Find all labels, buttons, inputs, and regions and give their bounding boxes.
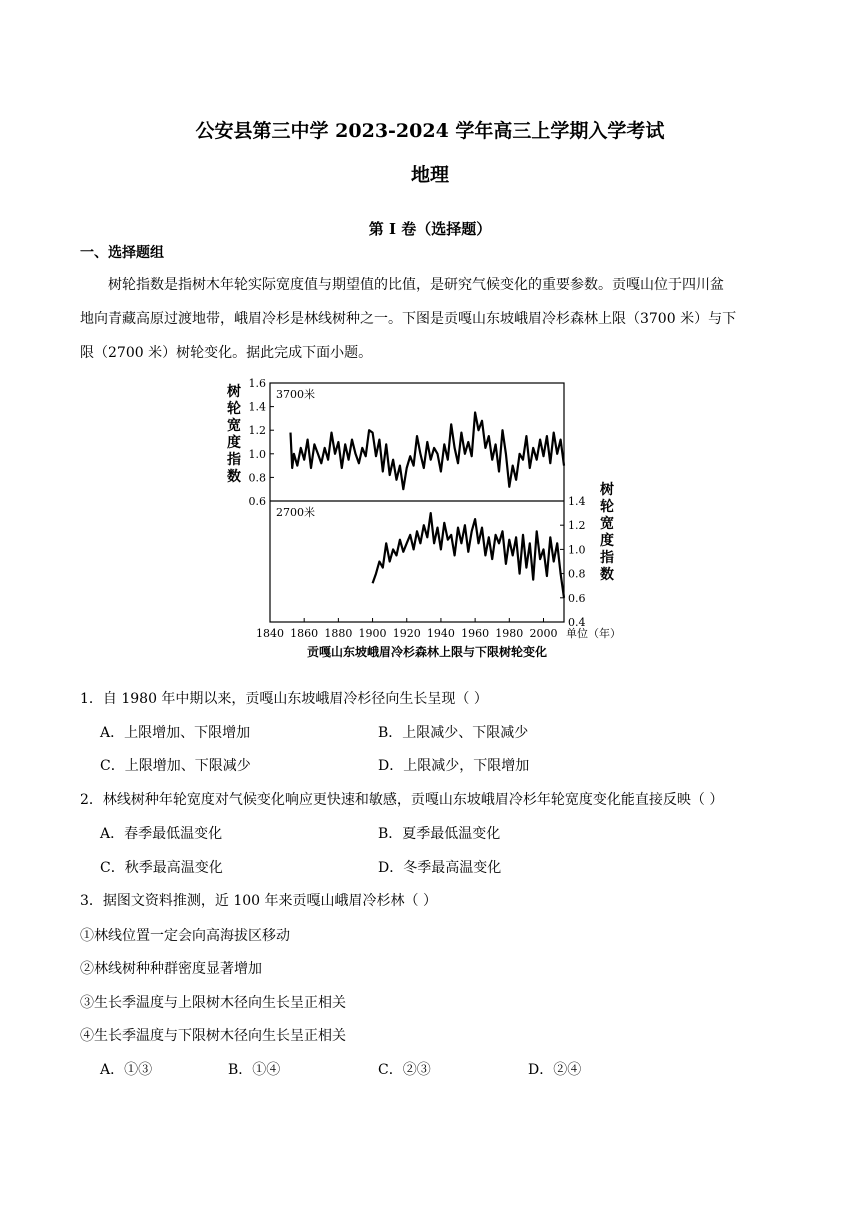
bottom-y-tick-label: 0.4	[568, 616, 586, 629]
question-2-stem: 2．林线树种年轮宽度对气候变化响应更快速和敏感，贡嘎山东坡峨眉冷杉年轮宽度变化能直接反映（ ）	[80, 792, 724, 808]
exam-title: 公安县第三中学 2023-2024 学年高三上学期入学考试	[195, 120, 665, 142]
x-tick-label: 1940	[426, 627, 455, 640]
question-1-stem: 1．自 1980 年中期以来，贡嘎山东坡峨眉冷杉径向生长呈现（ ）	[80, 691, 488, 707]
series-line-lower-limit	[373, 513, 564, 598]
x-tick-label: 1880	[324, 627, 353, 640]
top-y-tick-label: 1.6	[248, 377, 266, 390]
x-tick-label: 1960	[461, 627, 490, 640]
x-tick-label: 1900	[358, 627, 387, 640]
q1-option-b[interactable]: B．上限减少、下限减少	[378, 725, 529, 741]
x-tick-label: 1860	[290, 627, 319, 640]
question-group-heading: 一、选择题组	[80, 245, 164, 261]
question-3-stem: 3．据图文资料推测，近 100 年来贡嘎山峨眉冷杉林（ ）	[80, 893, 437, 909]
bottom-y-tick-label: 1.0	[568, 543, 586, 557]
x-unit-label: 单位（年）	[566, 627, 621, 640]
left-y-axis-title: 树轮宽度指数	[227, 384, 241, 485]
q2-option-a[interactable]: A．春季最低温变化	[100, 826, 223, 842]
passage-line: 地向青藏高原过渡地带，峨眉冷杉是林线树种之一。下图是贡嘎山东坡峨眉冷杉森林上限（3700 米）与下	[80, 311, 737, 327]
x-tick-label: 1920	[392, 627, 421, 640]
right-y-axis-title: 树轮宽度指数	[600, 482, 614, 583]
bottom-y-tick-label: 0.8	[568, 567, 586, 581]
plot-frame	[270, 383, 564, 622]
q3-option-b[interactable]: B．①④	[228, 1062, 281, 1078]
top-y-tick-label: 1.0	[248, 447, 266, 461]
top-panel-label: 3700米	[276, 388, 315, 401]
x-tick-label: 2000	[529, 627, 558, 640]
q1-option-d[interactable]: D．上限减少，下限增加	[378, 758, 530, 774]
x-tick-label: 1980	[495, 627, 524, 640]
q1-option-c[interactable]: C．上限增加、下限减少	[100, 758, 251, 774]
series-line-upper-limit	[291, 413, 565, 490]
figure-caption: 贡嘎山东坡峨眉冷杉森林上限与下限树轮变化	[306, 645, 548, 659]
q3-item-3: ③生长季温度与上限树木径向生长呈正相关	[80, 995, 346, 1011]
x-tick-label: 1840	[256, 627, 284, 640]
q3-option-c[interactable]: C．②③	[378, 1062, 431, 1078]
q3-item-2: ②林线树种种群密度显著增加	[80, 961, 262, 977]
top-y-tick-label: 0.8	[248, 471, 266, 485]
bottom-y-tick-label: 1.4	[568, 495, 586, 508]
q3-item-1: ①林线位置一定会向高海拔区移动	[80, 928, 290, 944]
q2-option-c[interactable]: C．秋季最高温变化	[100, 860, 223, 876]
q3-option-a[interactable]: A．①③	[100, 1062, 153, 1078]
tree-ring-chart	[220, 374, 640, 666]
top-y-tick-label: 0.6	[248, 495, 266, 508]
passage-line: 树轮指数是指树木年轮实际宽度值与期望值的比值，是研究气候变化的重要参数。贡嘎山位于四川盆	[108, 277, 724, 293]
q2-option-d[interactable]: D．冬季最高温变化	[378, 860, 502, 876]
passage-line: 限（2700 米）树轮变化。据此完成下面小题。	[80, 345, 373, 361]
bottom-panel-label: 2700米	[276, 506, 315, 519]
subject-title: 地理	[410, 164, 449, 186]
part-heading: 第 I 卷（选择题）	[368, 220, 492, 238]
q1-option-a[interactable]: A．上限增加、下限增加	[100, 725, 251, 741]
top-y-tick-label: 1.4	[248, 400, 266, 414]
q3-item-4: ④生长季温度与下限树木径向生长呈正相关	[80, 1028, 346, 1044]
bottom-y-tick-label: 1.2	[568, 519, 586, 533]
q3-option-d[interactable]: D．②④	[528, 1062, 582, 1078]
top-y-tick-label: 1.2	[248, 424, 266, 438]
passage	[80, 268, 780, 370]
bottom-y-tick-label: 0.6	[568, 591, 586, 605]
q2-option-b[interactable]: B．夏季最低温变化	[378, 826, 501, 842]
